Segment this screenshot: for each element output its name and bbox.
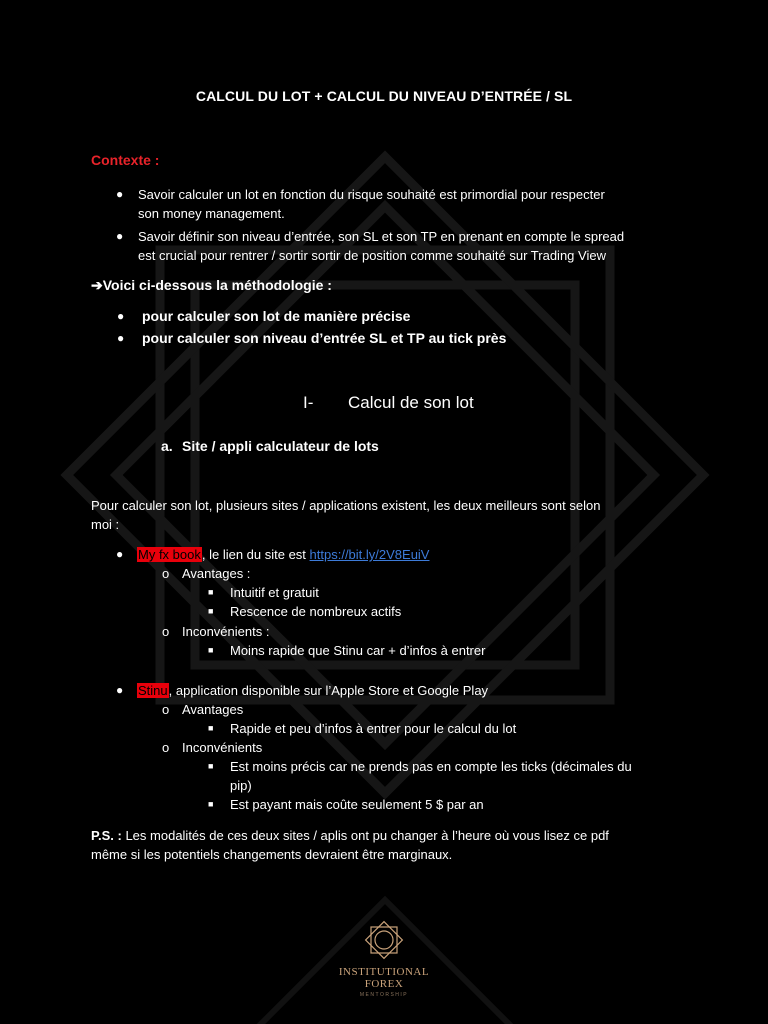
section-number: I- — [303, 393, 314, 412]
myfxbook-avantages-label: Avantages : — [182, 566, 251, 581]
myfxbook-inconvenient-1: Moins rapide que Stinu car + d’infos à entrer — [230, 643, 486, 658]
stinu-highlight: Stinu — [138, 683, 168, 698]
contexte-bullet-1-line2: son money management. — [138, 206, 285, 221]
square-bullet: ■ — [208, 587, 214, 597]
stinu-inconvenients-label: Inconvénients — [182, 740, 263, 755]
contexte-bullet-2-line1: Savoir définir son niveau d’entrée, son SL et son TP en prenant en compte le spread — [138, 229, 625, 244]
stinu-avantage-1: Rapide et peu d’infos à entrer pour le calcul du lot — [230, 721, 517, 736]
logo-emblem-icon — [362, 918, 406, 962]
intro-paragraph-line1: Pour calculer son lot, plusieurs sites / applications existent, les deux meilleurs sont selon — [91, 498, 601, 513]
myfxbook-avantage-2: Rescence de nombreux actifs — [230, 604, 402, 619]
ps-line2: même si les potentiels changements devraient être marginaux. — [91, 847, 453, 862]
arrow-right-icon: ➔ — [91, 277, 103, 293]
bullet-dot: ● — [117, 309, 125, 323]
methodology-intro: ➔Voici ci-dessous la méthodologie : — [91, 277, 332, 293]
contexte-heading: Contexte : — [91, 152, 160, 168]
institutional-forex-logo — [329, 918, 439, 998]
subsection-title: Site / appli calculateur de lots — [182, 438, 379, 454]
subsection-letter: a. — [161, 438, 173, 454]
stinu-inconvenient-1-line2: pip) — [230, 778, 252, 793]
circle-bullet: o — [162, 566, 170, 581]
ps-line1: P.S. : Les modalités de ces deux sites / aplis ont pu changer à l’heure où vous lisez ce pdf — [91, 828, 609, 843]
bullet-dot: ● — [117, 331, 125, 345]
myfxbook-avantage-1: Intuitif et gratuit — [230, 585, 319, 600]
circle-bullet: o — [162, 740, 170, 755]
myfxbook-line: My fx book, le lien du site est https://bit.ly/2V8EuiV — [138, 547, 430, 562]
methodology-item-1: pour calculer son lot de manière précise — [142, 308, 411, 324]
myfxbook-link[interactable]: https://bit.ly/2V8EuiV — [309, 547, 430, 562]
methodology-item-2: pour calculer son niveau d’entrée SL et TP au tick près — [142, 330, 507, 346]
square-bullet: ■ — [208, 761, 214, 771]
square-bullet: ■ — [208, 606, 214, 616]
bullet-dot: ● — [116, 187, 124, 201]
contexte-bullet-2-line2: est crucial pour rentrer / sortir sortir de position comme souhaité sur Trading View — [138, 248, 606, 263]
logo-line3: MENTORSHIP — [359, 992, 409, 998]
square-bullet: ■ — [208, 645, 214, 655]
circle-bullet: o — [162, 702, 170, 717]
bullet-dot: ● — [116, 229, 124, 243]
section-title: Calcul de son lot — [348, 393, 474, 412]
intro-paragraph-line2: moi : — [91, 517, 120, 532]
bullet-dot: ● — [116, 547, 124, 561]
stinu-inconvenient-2: Est payant mais coûte seulement 5 $ par an — [230, 797, 484, 812]
circle-bullet: o — [162, 624, 170, 639]
document-title: CALCUL DU LOT + CALCUL DU NIVEAU D’ENTRÉE / SL — [195, 88, 573, 104]
myfxbook-highlight: My fx book — [138, 547, 201, 562]
logo-line2: FOREX — [364, 978, 404, 990]
square-bullet: ■ — [208, 799, 214, 809]
stinu-inconvenient-1-line1: Est moins précis car ne prends pas en compte les ticks (décimales du — [230, 759, 632, 774]
stinu-line: Stinu, application disponible sur l’Apple Store et Google Play — [138, 683, 489, 698]
bullet-dot: ● — [116, 683, 124, 697]
contexte-bullet-1-line1: Savoir calculer un lot en fonction du risque souhaité est primordial pour respecter — [138, 187, 605, 202]
myfxbook-inconvenients-label: Inconvénients : — [182, 624, 270, 639]
stinu-avantages-label: Avantages — [182, 702, 244, 717]
logo-line1: INSTITUTIONAL — [338, 966, 430, 978]
ps-label: P.S. : — [91, 828, 122, 843]
square-bullet: ■ — [208, 723, 214, 733]
